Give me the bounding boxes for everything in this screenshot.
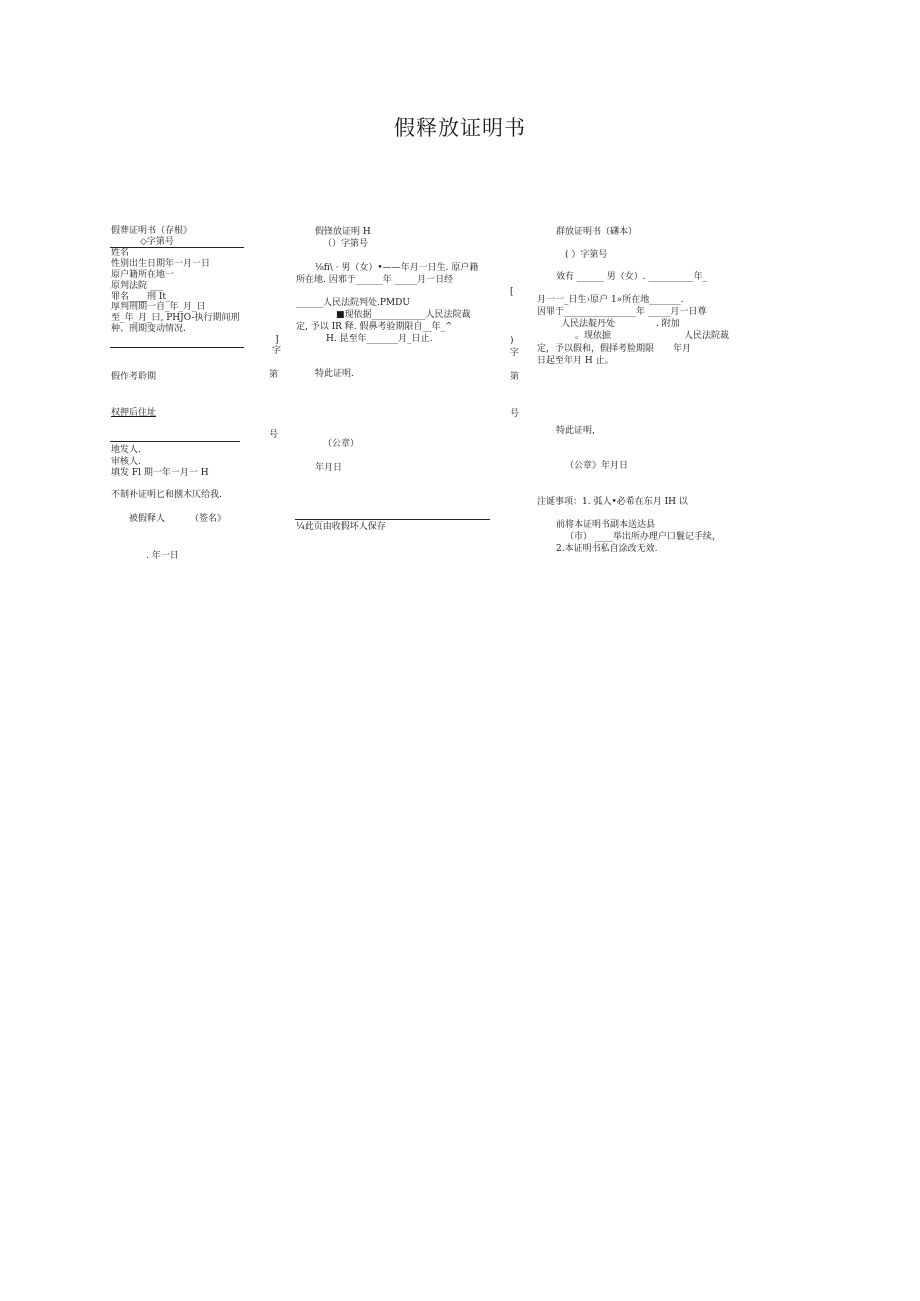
stub-no-reissue: 不制补证明匕和捌木仄给我. [111, 490, 222, 500]
copy-form-line-6b: 年月 [673, 344, 692, 354]
right-divider-open: [ [510, 287, 514, 297]
stub-reviewer: 审核人. [111, 457, 141, 467]
copy-form-line-7: 日起至年月 H 止。 [537, 356, 614, 366]
right-divider-char-hao: 号 [510, 409, 520, 419]
left-divider-char-di: 第 [269, 370, 279, 380]
copy-form-line-4a: 人民法靛丹处 [561, 319, 616, 329]
main-form-line-6: H. 昆至年_______月_日止. [326, 334, 433, 344]
copy-form-line-1: 效有 ______ 男（女）. __________年_ [556, 272, 707, 282]
main-form-line-1: ⅛fi\ · 男（女）•——年月一日生. 原户籍 [315, 263, 479, 273]
stub-rule-bottom [110, 441, 240, 442]
stub-residence: 权押后住址 [111, 408, 157, 418]
left-divider-char-zi: 字 [272, 346, 282, 356]
copy-form-line-5a: 。现依摭 [575, 331, 612, 341]
main-form-number: （）字第号 [323, 239, 369, 249]
copy-form-line-3: 因罪于________________年 _____月一日尊 [537, 307, 707, 317]
stub-line-term-to: 至_年_月_曰, PHJO-执行期间刑 [111, 313, 240, 323]
copy-form-certify: 特此证明， [556, 426, 602, 436]
copy-form-note-1: 前将本证明书副本送达县 [556, 520, 656, 530]
copy-form-number: ( ）字第号 [565, 250, 608, 260]
left-divider-char-hao: 号 [269, 430, 279, 440]
main-form-line-5: 定, 予以 IR 释. 假鼻考验期限自__年_^ [296, 322, 453, 332]
stub-line-origin: 原户籍所在地一 [111, 270, 175, 280]
copy-form-line-5b: 人民法院裁 [684, 331, 730, 341]
main-form-date: 年月日 [315, 463, 343, 473]
copy-form-line-6a: 定，予以假和，假择考脸期限 [537, 344, 655, 354]
stub-line-court: 原判法院 ___ [111, 281, 164, 291]
copy-form-heading: 群放证明书（礴本） [556, 227, 638, 237]
copy-form-note-2: （市） ____举出所办理户口鬟记手续， [565, 532, 721, 542]
stub-line-gender-birth: 性别出生日期年一月一日 [111, 259, 211, 269]
copy-form-notes-title: 注诞事项：1. 弧人•必希在东月 IH 以 [537, 497, 688, 507]
main-form-seal: （公章） [323, 439, 360, 449]
stub-signature: （签名》 [190, 514, 227, 524]
copy-form-line-2: 月一一_日生›原户 1»所在地_______. [537, 295, 684, 305]
main-form-line-4: ■现依据____________人民法院裁 [336, 310, 471, 320]
copy-form-seal-date: （公章》年月日 [565, 461, 629, 471]
stub-probation: 假作考聆期 [111, 372, 157, 382]
stub-rule-top [110, 247, 244, 248]
document-title: 假释放证明书 [394, 116, 526, 140]
main-form-footer: ¼此页由收假坏人保存 [296, 522, 386, 532]
stub-date: . 年一日 [146, 551, 179, 561]
stub-line-changes: 种、刑期变动情况. [111, 324, 186, 334]
stub-rule-mid [110, 347, 244, 348]
stub-signer-label: 被假释人 [129, 514, 166, 524]
stub-number: ◇字第号 [140, 237, 174, 247]
main-form-certify: 特此证明. [315, 369, 354, 379]
main-form-line-2: 所在地. 因邪于______年 _____月一日经 [296, 275, 454, 285]
copy-form-note-3: 2.本证明书私自涂改无效. [556, 544, 658, 554]
left-divider-bracket: ] [275, 335, 279, 345]
main-form-heading: 假锋放证明 H [315, 227, 371, 237]
stub-line-term-from: 厚判刑期一自_年_月_日 [111, 302, 206, 312]
right-divider-char-zi: 字 [510, 348, 520, 358]
stub-line-name: 姓名 [111, 248, 130, 258]
stub-line-crime: 罪名____刑 It_ [111, 292, 171, 302]
right-divider-close: ) [510, 336, 514, 346]
main-form-footer-rule [295, 519, 490, 520]
stub-heading: 假葬证明书（存根》 [111, 226, 193, 236]
stub-issuer: 地发人. [111, 445, 141, 455]
right-divider-char-di: 第 [510, 372, 520, 382]
main-form-line-3: ______人民法院判处.PMDU [296, 298, 410, 308]
copy-form-line-4b: . 附加 [656, 319, 680, 329]
stub-fill-date: 填发 Fl 期一年一月一 H [111, 468, 209, 478]
